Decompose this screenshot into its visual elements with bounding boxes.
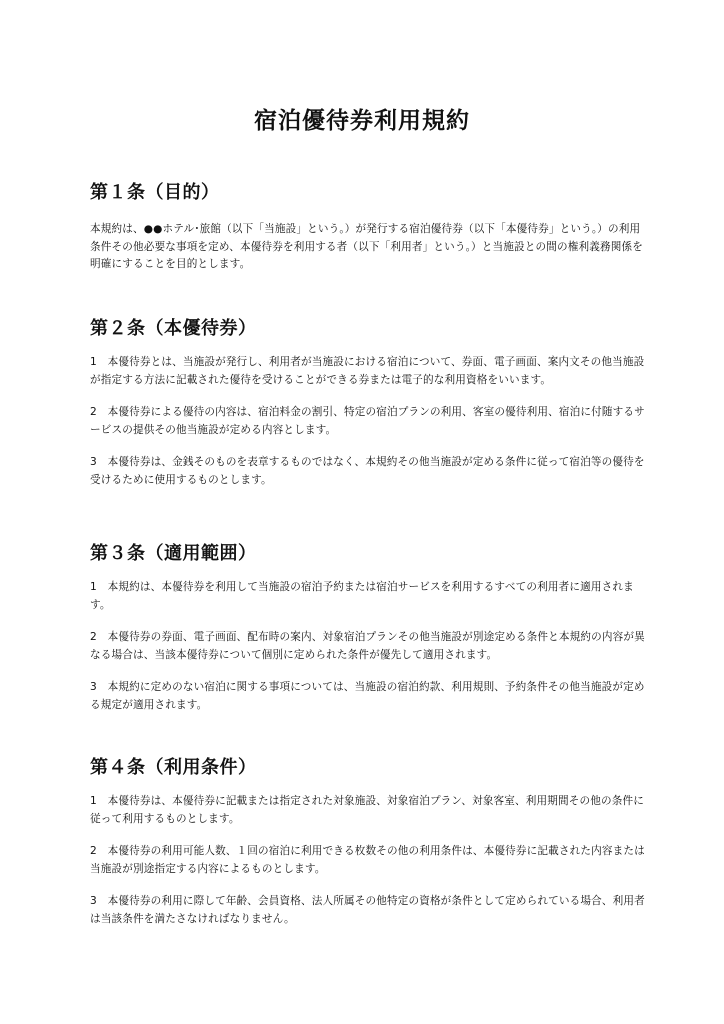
article-paragraph: 3 本規約に定めのない宿泊に関する事項については、当施設の宿泊約款、利用規則、予約条件その他当施設が定める規定が適用されます。 (90, 681, 645, 711)
article-heading: 第３条（適用範囲） (90, 543, 257, 564)
article-heading: 第２条（本優待券） (90, 318, 257, 339)
document-title: 宿泊優待券利用規約 (254, 108, 470, 134)
article-paragraph: 3 本優待券は、金銭そのものを表章するものではなく、本規約その他当施設が定める条件に従って宿泊等の優待を受けるために使用するものとします。 (90, 456, 645, 486)
article-3 (90, 541, 650, 714)
article-paragraph: 1 本優待券は、本優待券に記載または指定された対象施設、対象宿泊プラン、対象客室、利用期間その他の条件に従って利用するものとします。 (90, 795, 644, 825)
article-2 (90, 316, 650, 489)
article-paragraph: 2 本優待券による優待の内容は、宿泊料金の割引、特定の宿泊プランの利用、客室の優待利用、宿泊に付随するサービスの提供その他当施設が定める内容とします。 (90, 406, 645, 436)
article-1 (90, 180, 650, 274)
article-paragraph: 3 本優待券の利用に際して年齢、会員資格、法人所属その他特定の資格が条件として定められている場合、利用者は当該条件を満たさなければなりません。 (90, 895, 645, 925)
article-paragraph: 1 本規約は、本優待券を利用して当施設の宿泊予約または宿泊サービスを利用するすべての利用者に適用されます。 (90, 581, 634, 611)
article-4 (90, 755, 650, 928)
article-heading: 第１条（目的） (90, 182, 220, 203)
article-paragraph: 1 本優待券とは、当施設が発行し、利用者が当施設における宿泊について、券面、電子画面、案内文その他当施設が指定する方法に記載された優待を受けることができる券または電子的な利用資格をいいます。 (90, 356, 645, 386)
article-paragraph: 2 本優待券の券面、電子画面、配布時の案内、対象宿泊プランその他当施設が別途定める条件と本規約の内容が異なる場合は、当該本優待券について個別に定められた条件が優先して適用されます。 (90, 631, 645, 661)
article-paragraph: 2 本優待券の利用可能人数、１回の宿泊に利用できる枚数その他の利用条件は、本優待券に記載された内容または当施設が別途指定する内容によるものとします。 (90, 845, 645, 875)
article-heading: 第４条（利用条件） (90, 757, 257, 778)
article-paragraph: 本規約は、●●ホテル･旅館（以下「当施設」という。）が発行する宿泊優待券（以下「本優待券」という。）の利用条件その他必要な事項を定め、本優待券を利用する者（以下「利用者」という。）と当施設との間の権利義務関係を明確にすることを目的とします。 (90, 223, 643, 270)
